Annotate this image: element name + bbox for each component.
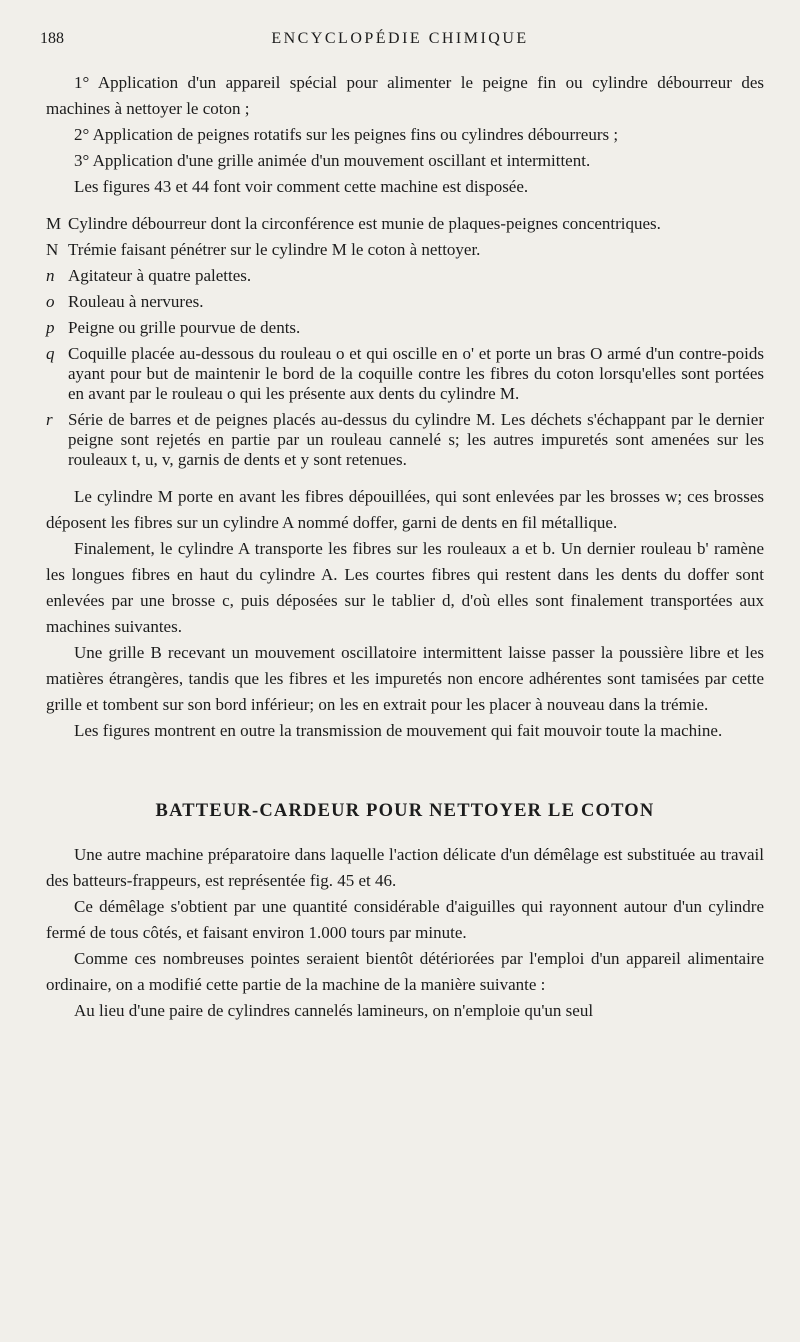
legend-key: M (46, 214, 62, 233)
legend-key: q (46, 344, 55, 363)
legend-key: N (46, 240, 59, 259)
intro-list-item-1: 1° Application d'un appareil spécial pour alimenter le peigne fin ou cylindre débourreur des machines à nettoyer le coton ; (46, 73, 764, 118)
section-heading: BATTEUR-CARDEUR POUR NETTOYER LE COTON (155, 801, 655, 821)
legend-item-r (46, 410, 764, 470)
legend-item-o (46, 292, 764, 312)
intro-list-item-3: 3° Application d'une grille animée d'un mouvement oscillant et intermittent. (74, 151, 591, 170)
page-body (46, 70, 764, 1024)
legend-text: Rouleau à nervures. (68, 292, 204, 311)
intro-sentence: Les figures 43 et 44 font voir comment cette machine est disposée. (74, 177, 529, 196)
legend-item-n-upper (46, 240, 764, 260)
paragraph: Les figures montrent en outre la transmission de mouvement qui fait mouvoir toute la machine. (74, 721, 723, 740)
main-text (46, 484, 764, 744)
legend-item-p (46, 318, 764, 338)
paragraph: Finalement, le cylindre A transporte les fibres sur les rouleaux a et b. Un dernier rouleau b' ramène les longues fibres en haut du cylindre A. Les courtes fibres qui restent dans les dents du doffer sont enlevées par une brosse c, puis déposées sur le tablier d, d'où elles sont finalement transportées aux machines suivantes. (46, 539, 764, 636)
section-paragraph: Ce démêlage s'obtient par une quantité considérable d'aiguilles qui rayonnent autour d'un cylindre fermé de tous côtés, et faisant environ 1.000 tours par minute. (46, 897, 764, 942)
section-paragraph: Au lieu d'une paire de cylindres cannelés lamineurs, on n'emploie qu'un seul (74, 1001, 594, 1020)
legend-text: Cylindre débourreur dont la circonférence est munie de plaques-peignes concentriques. (68, 214, 661, 233)
legend-text: Série de barres et de peignes placés au-dessus du cylindre M. Les déchets s'échappant par le dernier peigne sont rejetés en partie par un rouleau cannelé s; les autres impuretés sont amenées sur les rouleaux t, u, v, garnis de dents et y sont retenues. (68, 410, 764, 469)
page-header (40, 30, 760, 54)
legend-key: n (46, 266, 55, 285)
section-paragraph: Comme ces nombreuses pointes seraient bientôt détériorées par l'emploi d'un appareil alimentaire ordinaire, on a modifié cette partie de la machine de la manière suivante : (46, 949, 764, 994)
legend-text: Agitateur à quatre palettes. (68, 266, 252, 285)
legend-text: Trémie faisant pénétrer sur le cylindre M le coton à nettoyer. (68, 240, 481, 259)
legend-item-n (46, 266, 764, 286)
legend-key: r (46, 410, 53, 429)
legend-item-m (46, 214, 764, 234)
legend-item-q (46, 344, 764, 404)
paragraph: Le cylindre M porte en avant les fibres dépouillées, qui sont enlevées par les brosses w; ces brosses déposent les fibres sur un cylindre A nommé doffer, garni de dents en fil métallique. (46, 487, 764, 532)
running-title: ENCYCLOPÉDIE CHIMIQUE (271, 30, 529, 47)
page-number: 188 (40, 30, 64, 47)
legend-text: Coquille placée au-dessous du rouleau o et qui oscille en o' et porte un bras O armé d'un contre-poids ayant pour but de maintenir le bord de la coquille contre les fibres du coton lorsqu'elles sont portées en avant par le rouleau o qui les présente aux dents du cylindre M. (68, 344, 764, 403)
legend-key: o (46, 292, 55, 311)
paragraph: Une grille B recevant un mouvement oscillatoire intermittent laisse passer la poussière libre et les matières étrangères, tandis que les fibres et les impuretés non encore adhérentes sont tamisées par cette grille et tombent sur son bord inférieur; on les en extrait pour les placer à nouveau dans la trémie. (46, 643, 764, 714)
intro-list-item-2: 2° Application de peignes rotatifs sur les peignes fins ou cylindres débourreurs ; (74, 125, 619, 144)
legend-text: Peigne ou grille pourvue de dents. (68, 318, 301, 337)
legend-key: p (46, 318, 55, 337)
figure-legend (46, 214, 764, 470)
section-paragraph: Une autre machine préparatoire dans laquelle l'action délicate d'un démêlage est substituée au travail des batteurs-frappeurs, est représentée fig. 45 et 46. (46, 845, 764, 890)
